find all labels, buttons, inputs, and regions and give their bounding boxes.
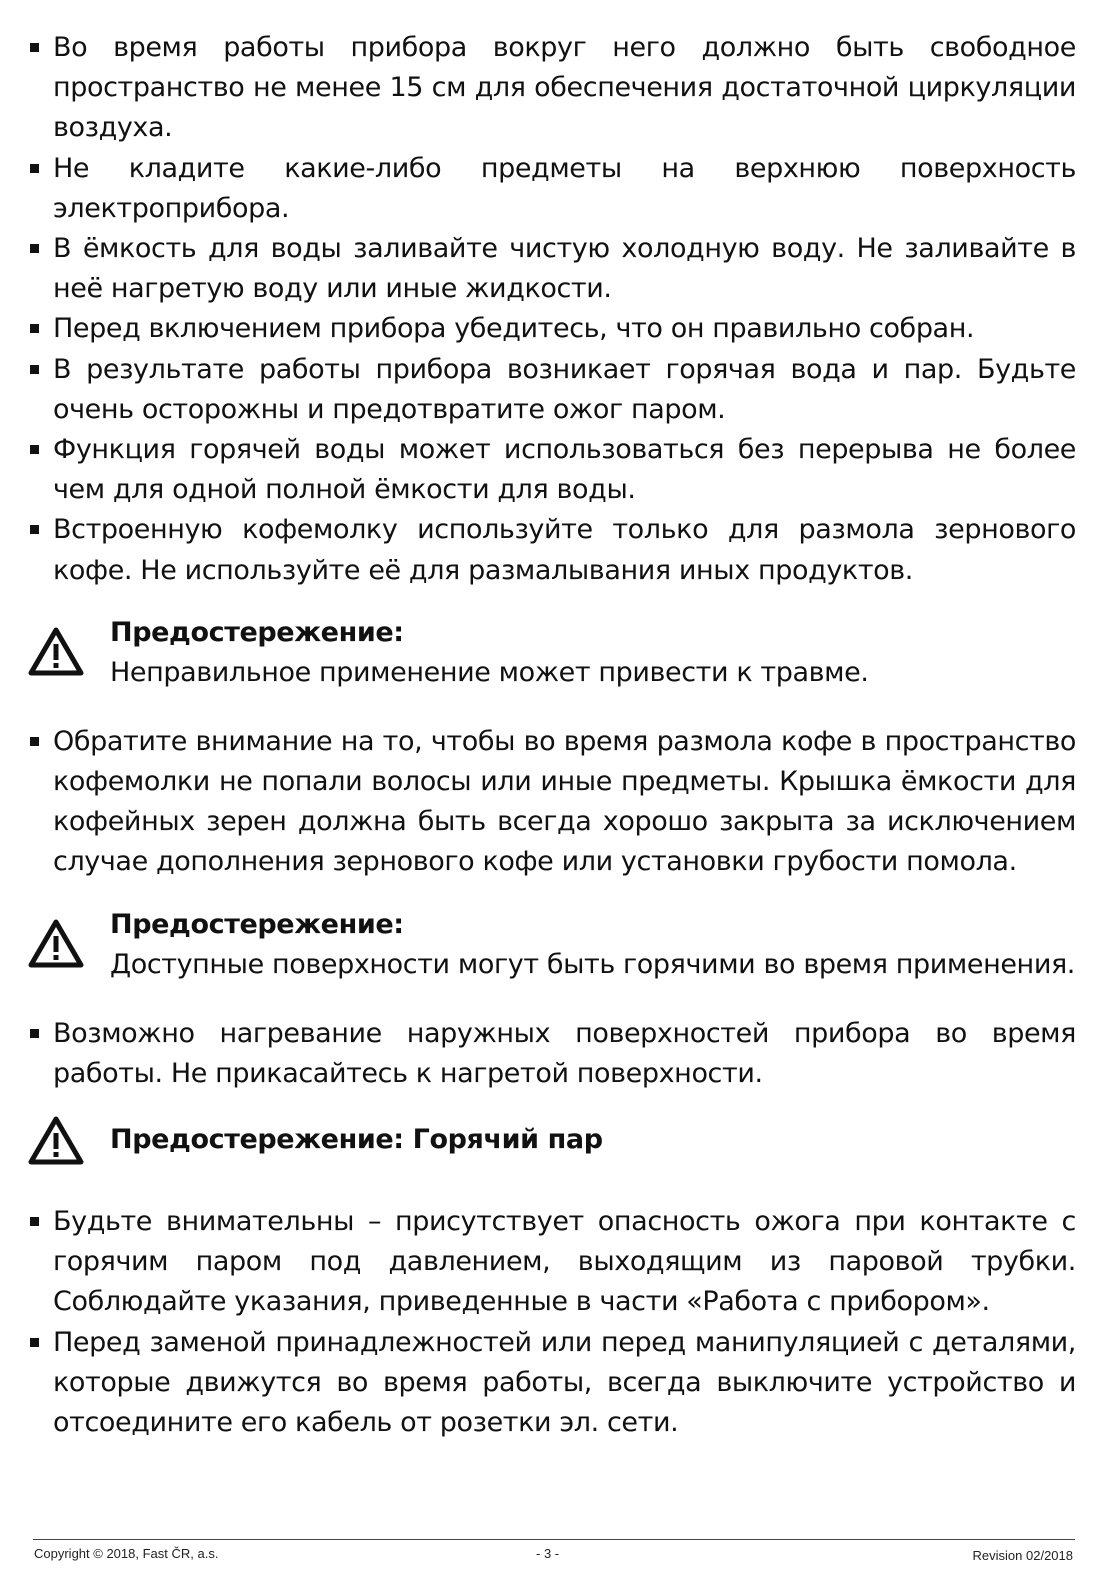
bullet-group-1: [28, 28, 1076, 591]
bullet-item: Не кладите какие-либо предметы на верхнюю поверхность электроприбора.: [28, 149, 1076, 229]
bullet-item: Встроенную кофемолку используйте только для размола зернового кофе. Не используйте её для размалывания иных продуктов.: [28, 510, 1076, 590]
warning-triangle-icon: [28, 1116, 84, 1166]
bullet-item: Перед включением прибора убедитесь, что он правильно собран.: [28, 309, 1076, 349]
bullet-item: Будьте внимательны – присутствует опасность ожога при контакте с горячим паром под давлением, выходящим из паровой трубки. Соблюдайте указания, приведенные в части «Работа с прибором».: [28, 1202, 1076, 1323]
bullet-item: В результате работы прибора возникает горячая вода и пар. Будьте очень осторожны и предотвратите ожог паром.: [28, 350, 1076, 430]
warning-text: Доступные поверхности могут быть горячими во время применения.: [110, 948, 1075, 980]
bullet-item: Обратите внимание на то, чтобы во время размола кофе в пространство кофемолки не попали волосы или иные предметы. Крышка ёмкости для кофейных зерен должна быть всегда хорошо закрыта за исключением случае дополнения зернового кофе или установки грубости помола.: [28, 722, 1076, 883]
warning-title: Предостережение:: [110, 616, 404, 648]
bullet-group-2: [28, 722, 1076, 883]
bullet-item: В ёмкость для воды заливайте чистую холодную воду. Не заливайте в неё нагретую воду или иные жидкости.: [28, 229, 1076, 309]
bullet-item: Перед заменой принадлежностей или перед манипуляцией с деталями, которые движутся во время работы, всегда выключите устройство и отсоедините его кабель от розетки эл. сети.: [28, 1323, 1076, 1444]
bullet-item: Возможно нагревание наружных поверхностей прибора во время работы. Не прикасайтесь к нагретой поверхности.: [28, 1014, 1076, 1094]
footer-revision: Revision 02/2018: [972, 1548, 1073, 1563]
page-footer: [33, 1539, 1075, 1567]
content: [28, 28, 1076, 1443]
bullet-group-4: [28, 1202, 1076, 1443]
bullet-group-3: [28, 1014, 1076, 1094]
footer-copyright: Copyright © 2018, Fast ČR, a.s.: [34, 1546, 219, 1561]
warning-title: Предостережение:: [110, 908, 404, 940]
warning-block-2: [28, 905, 1076, 985]
warning-triangle-icon: [28, 627, 84, 677]
bullet-item: Во время работы прибора вокруг него должно быть свободное пространство не менее 15 см для обеспечения достаточной циркуляции воздуха.: [28, 28, 1076, 149]
warning-text: Неправильное применение может привести к травме.: [110, 656, 869, 688]
warning-triangle-icon: [28, 919, 84, 969]
bullet-item: Функция горячей воды может использоваться без перерыва не более чем для одной полной ёмкости для воды.: [28, 430, 1076, 510]
page-number: - 3 -: [536, 1546, 560, 1561]
warning-title: Предостережение: Горячий пар: [110, 1124, 603, 1156]
warning-block-3: [28, 1120, 1076, 1160]
warning-block-1: [28, 613, 1076, 693]
